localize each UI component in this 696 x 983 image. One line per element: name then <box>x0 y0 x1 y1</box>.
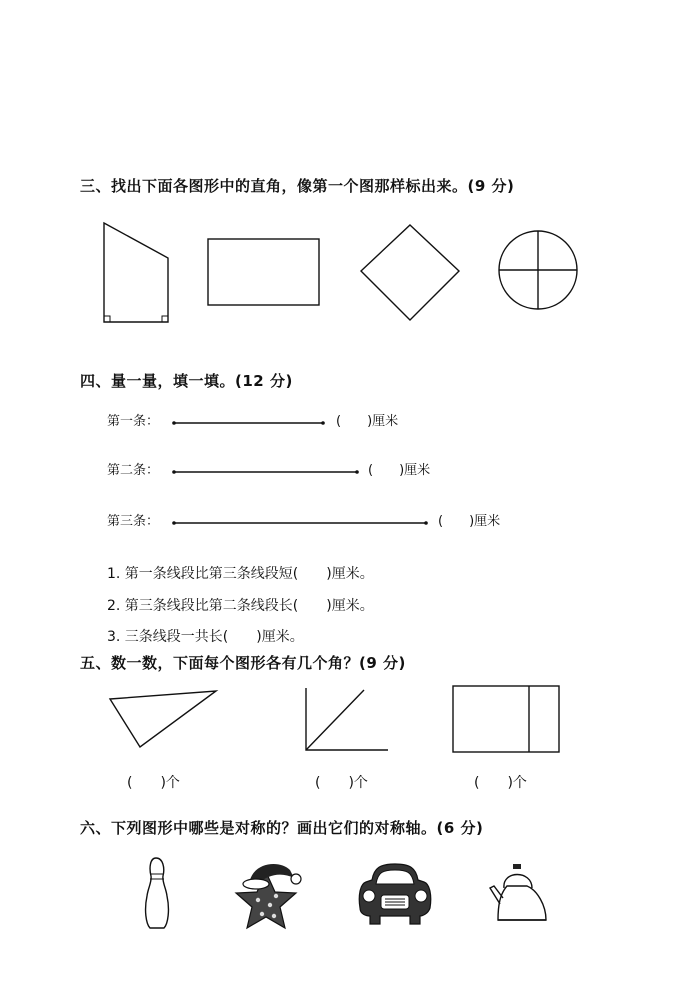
answer-angle: ( )个 <box>315 775 368 791</box>
segment-3-label: 第三条： <box>107 514 160 529</box>
kettle-icon <box>490 864 546 920</box>
segment-1-answer: ( )厘米 <box>336 414 399 429</box>
answer-triangle: ( )个 <box>127 775 180 791</box>
segment-1-label: 第一条： <box>107 414 160 429</box>
segment-2-answer: ( )厘米 <box>368 463 431 478</box>
question-1: 1. 第一条线段比第三条线段短( )厘米。 <box>107 566 374 582</box>
answer-rectangle: ( )个 <box>474 775 527 791</box>
question-2: 2. 第三条线段比第二条线段长( )厘米。 <box>107 598 374 614</box>
star-with-hat-icon <box>236 864 301 928</box>
section4-title: 四、量一量，填一填。(12 分) <box>80 372 293 390</box>
section6-title: 六、下列图形中哪些是对称的？画出它们的对称轴。(6 分) <box>80 819 484 837</box>
question-3: 3. 三条线段一共长( )厘米。 <box>107 629 304 645</box>
segment-2-label: 第二条： <box>107 463 160 478</box>
section5-title: 五、数一数，下面每个图形各有几个角？(9 分) <box>80 654 406 672</box>
segment-3-answer: ( )厘米 <box>438 514 501 529</box>
bowling-pin-icon <box>146 858 169 928</box>
car-icon <box>359 864 431 924</box>
section3-title: 三、找出下面各图形中的直角，像第一个图那样标出来。(9 分) <box>80 177 515 195</box>
